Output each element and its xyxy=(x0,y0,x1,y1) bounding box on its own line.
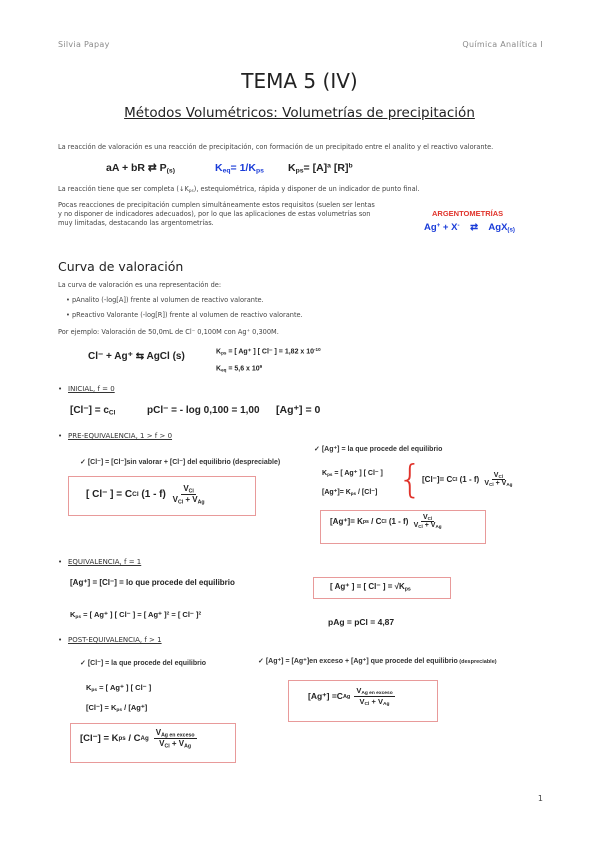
example-text: Por ejemplo: Valoración de 50,0mL de Cl⁻ 0,100M con Ag⁺ 0,300M. xyxy=(58,328,279,336)
post-kps-line: $K_{ps}$ = [ Ag⁺ ] [ Cl⁻ ] xyxy=(86,683,152,694)
bullet-inicial: • xyxy=(58,385,63,393)
brace-icon: { xyxy=(398,457,423,501)
check-icon: ✓ xyxy=(314,446,320,453)
curve-item-1: • pAnalito (-log[A]) frente al volumen de reactivo valorante. xyxy=(66,296,264,304)
bullet-pre: • xyxy=(58,432,63,440)
pre-cl-formula: [ Cl⁻ ] = C Cl (1 - f) $\frac{V_{Cl}}{V_{Cl} + V_{Ag}}$ xyxy=(86,484,205,506)
argentometrias-equation: Ag+ + X- ⇄ AgX$_{(s)}$ xyxy=(424,222,515,234)
equiv-formula: [ Ag⁺ ] = [ Cl⁻ ] = $√K_{ps}$ xyxy=(330,582,411,593)
stage-post-label: POST-EQUIVALENCIA, f > 1 xyxy=(68,636,162,644)
page-subtitle: Métodos Volumétricos: Volumetrías de precipitación xyxy=(124,105,475,121)
page-number: 1 xyxy=(537,794,543,803)
example-kps: $K_{ps}$ = [ Ag⁺ ] [ Cl⁻ ] = 1,82 x $10^{-10}$ xyxy=(216,347,321,356)
header-subject: Química Analítica I xyxy=(462,40,543,49)
argentometrias-title: ARGENTOMETRÍAS xyxy=(432,209,504,218)
check-icon: ✓ xyxy=(80,459,86,466)
inicial-pcl-eq: pCl⁻ = - log 0,100 = 1,00 xyxy=(147,405,260,416)
post-cl-formula: [Cl⁻] = K ps / C Ag $\frac{V_{Ag en exceso}}{V_{Cl} + V_{Ag}}$ xyxy=(80,728,195,750)
inicial-cl-eq: $[Cl^-] = c_{Cl}$ xyxy=(70,405,116,417)
reaction-equation: aA + bR ⇄ $P_{(s)}$ xyxy=(106,162,175,175)
header-author: Silvia Papay xyxy=(58,40,110,49)
pre-ag-formula: [Ag⁺]= K ps / C Cl (1 - f) $\frac{V_{Cl}}{V_{Cl} + V_{Ag}}$ xyxy=(330,514,442,530)
keq-equation: $K_{eq}= 1/K_{ps}$ xyxy=(215,162,264,175)
post-cl-line: $[Cl^-] = K_{ps} / [Ag^+]$ xyxy=(86,703,148,714)
pre-cl-equation: [Cl⁻]= C Cl (1 - f) $\frac{V_{Cl}}{V_{Cl} + V_{Ag}}$ xyxy=(422,472,513,488)
pre-kps-line: $K_{ps}$ = [ Ag⁺ ] [ Cl⁻ ] xyxy=(322,470,383,478)
section-curve-title: Curva de valoración xyxy=(58,259,184,274)
example-keq: $K_{eq} = 5,6$ x $10^9$ xyxy=(216,364,263,373)
equiv-result: pAg = pCl = 4,87 xyxy=(328,617,395,627)
example-reaction: Cl⁻ + Ag⁺ ⇆ AgCl (s) xyxy=(88,351,185,362)
pre-ag-line: $[Ag^+]= K_{ps} / [Cl^-]$ xyxy=(322,489,378,497)
inicial-ag-eq: [Ag⁺] = 0 xyxy=(276,404,321,416)
limitations-text: Pocas reacciones de precipitación cumplen simultáneamente estos requisitos (suelen ser lentas y no disponer de indicadores adecuados), por lo que las aplicaciones de estas volumetrías son muy limitadas, destacando las argentometrías. xyxy=(58,201,375,227)
intro-text: La reacción de valoración es una reacción de precipitación, con formación de un precipitado entre el analito y el reactivo valorante. xyxy=(58,143,494,151)
page-title: TEMA 5 (IV) xyxy=(241,69,358,93)
post-ag-formula: [Ag⁺] =C Ag $\frac{V_{Ag en exceso}}{V_{Cl} + V_{Ag}}$ xyxy=(308,686,393,708)
post-check-2: ✓ [Ag⁺] = [Ag⁺]en exceso + [Ag⁺] que procede del equilibrio (despreciable) xyxy=(258,658,497,665)
check-icon: ✓ xyxy=(258,658,264,665)
bullet-post: • xyxy=(58,636,63,644)
stage-equivalencia-label: EQUIVALENCIA, f = 1 xyxy=(68,558,142,566)
bullet-eq: • xyxy=(58,558,63,566)
requirements-text: La reacción tiene que ser completa $(↓K_{ps})$, estequiométrica, rápida y disponer de un indicador de punto final. xyxy=(58,185,420,195)
curve-item-2: • pReactivo Valorante (-log[R]) frente al volumen de reactivo valorante. xyxy=(66,311,303,319)
curve-intro: La curva de valoración es una representación de: xyxy=(58,281,222,289)
pre-check-1: ✓ [Cl⁻] = [Cl⁻]sin valorar + [Cl⁻] del equilibrio (despreciable) xyxy=(80,459,281,466)
stage-inicial-label: INICIAL, f = 0 xyxy=(68,385,115,393)
post-check-1: ✓ [Cl⁻] = la que procede del equilibrio xyxy=(80,660,207,667)
equiv-statement: [Ag⁺] = [Cl⁻] = lo que procede del equilibrio xyxy=(70,578,235,587)
check-icon: ✓ xyxy=(80,660,86,667)
kps-equation: $K_{ps}= [A]^a$ $[R]^b$ xyxy=(288,162,353,175)
stage-pre-label: PRE-EQUIVALENCIA, 1 > f > 0 xyxy=(68,432,173,440)
equiv-kps-eq: $K_{ps}$ = [ Ag⁺ ] [ Cl⁻ ] = [ Ag⁺ ]$^2$ = [ Cl⁻ ]$^2$ xyxy=(70,610,202,621)
pre-check-2: ✓ [Ag⁺] = la que procede del equilibrio xyxy=(314,446,443,453)
